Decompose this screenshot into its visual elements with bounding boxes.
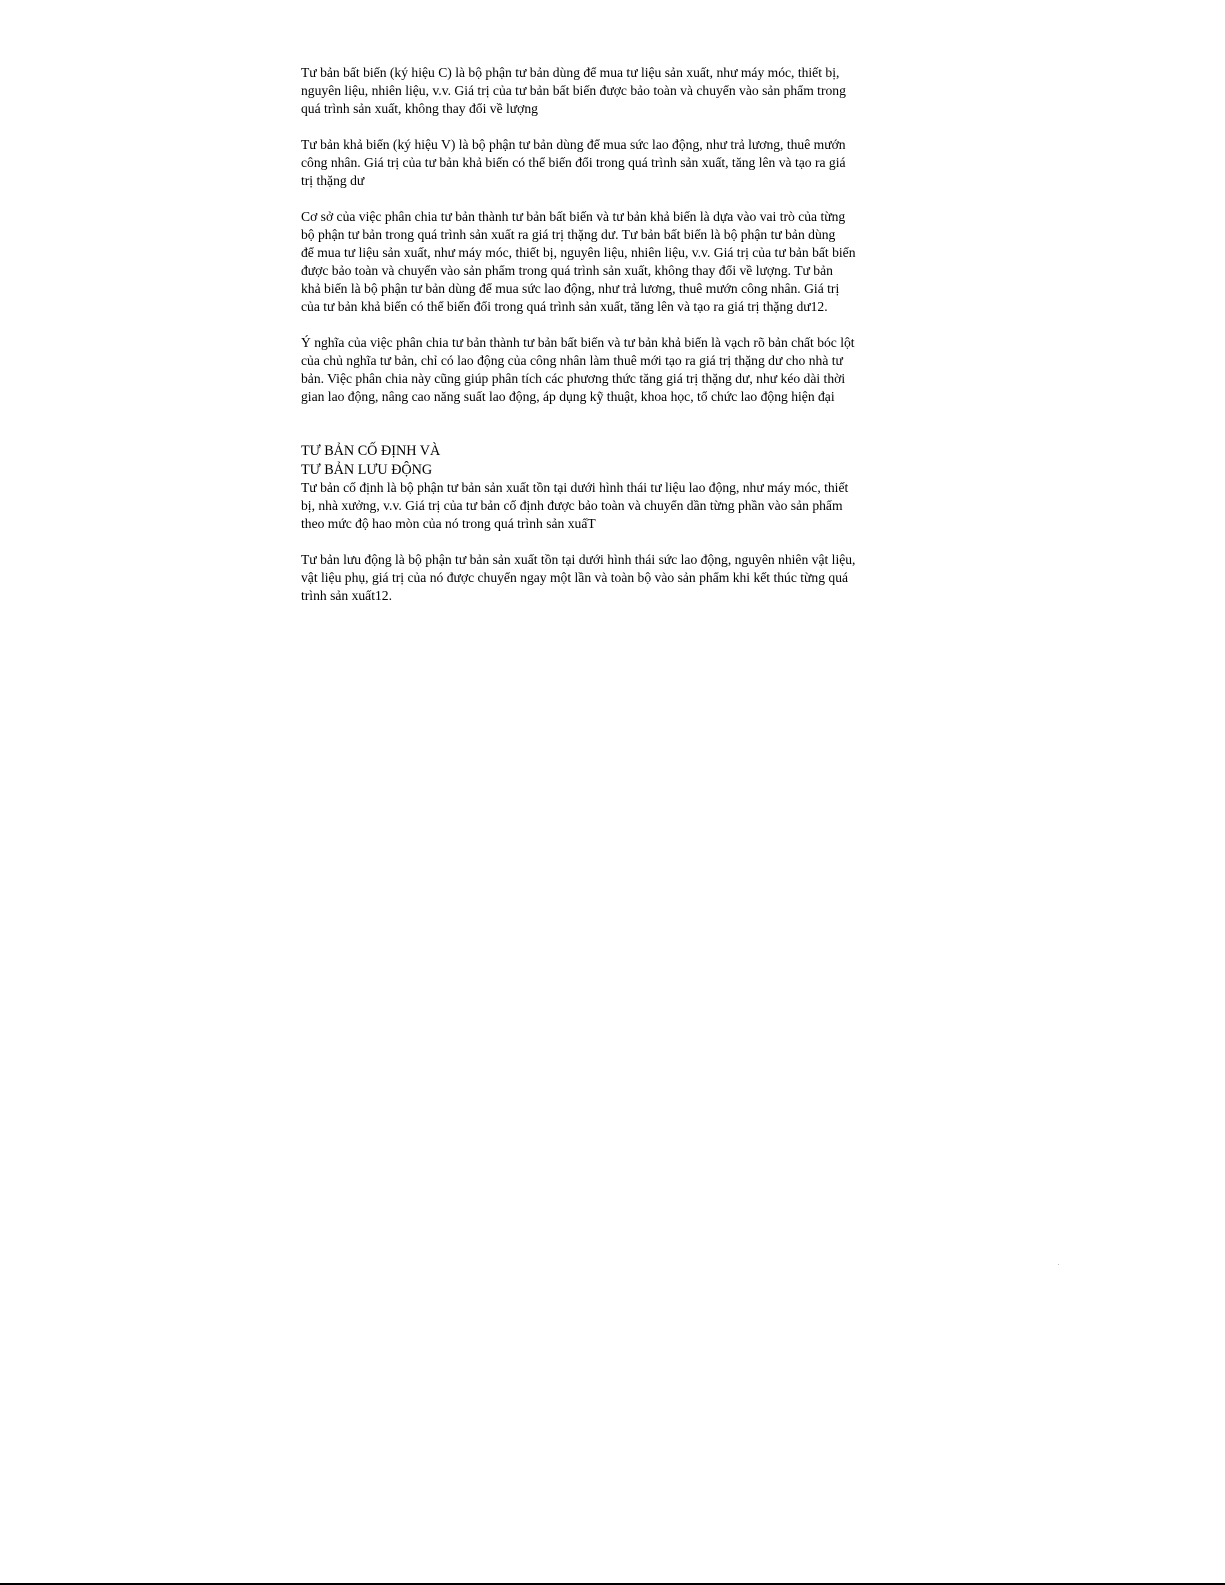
scan-speck [1058, 1264, 1059, 1265]
paragraph-significance: Ý nghĩa của việc phân chia tư bản thành tư bản bất biến và tư bản khả biến là vạch rõ bản chất bóc lột của chủ nghĩa tư bản, chỉ có lao động của công nhân làm thuê mới tạo ra giá trị thặng dư cho nhà tư bản. Việc phân chia này cũng giúp phân tích các phương thức tăng giá trị thặng dư, như kéo dài thời gian lao động, nâng cao năng suất lao động, áp dụng kỹ thuật, khoa học, tổ chức lao động hiện đại [301, 335, 855, 404]
document-body [301, 64, 916, 623]
paragraph-constant-capital: Tư bản bất biến (ký hiệu C) là bộ phận tư bản dùng để mua tư liệu sản xuất, như máy móc, thiết bị, nguyên liệu, nhiên liệu, v.v. Giá trị của tư bản bất biến được bảo toàn và chuyển vào sản phẩm trong quá trình sản xuất, không thay đổi về lượng [301, 65, 846, 116]
paragraph-fixed-capital: Tư bản cố định là bộ phận tư bản sản xuất tồn tại dưới hình thái tư liệu lao động, như máy móc, thiết bị, nhà xưởng, v.v. Giá trị của tư bản cố định được bảo toàn và chuyển dần từng phần vào sản phẩm theo mức độ hao mòn của nó trong quá trình sản xuấT [301, 480, 849, 531]
paragraph-circulating-capital: Tư bản lưu động là bộ phận tư bản sản xuất tồn tại dưới hình thái sức lao động, nguyên nhiên vật liệu, vật liệu phụ, giá trị của nó được chuyển ngay một lần và toàn bộ vào sản phẩm khi kết thúc từng quá trình sản xuất12. [301, 552, 856, 603]
paragraph-variable-capital: Tư bản khả biến (ký hiệu V) là bộ phận tư bản dùng để mua sức lao động, như trả lương, thuê mướn công nhân. Giá trị của tư bản khả biến có thể biến đổi trong quá trình sản xuất, tăng lên và tạo ra giá trị thặng dư [301, 137, 846, 188]
blank-line [301, 424, 916, 442]
section-heading: TƯ BẢN CỐ ĐỊNH VÀ TƯ BẢN LƯU ĐỘNG [301, 443, 441, 478]
paragraph-basis-of-division: Cơ sở của việc phân chia tư bản thành tư bản bất biến và tư bản khả biến là dựa vào vai trò của từng bộ phận tư bản trong quá trình sản xuất ra giá trị thặng dư. Tư bản bất biến là bộ phận tư bản dùng để mua tư liệu sản xuất, như máy móc, thiết bị, nguyên liệu, nhiên liệu, v.v. Giá trị của tư bản bất biến được bảo toàn và chuyển vào sản phẩm trong quá trình sản xuất, không thay đổi về lượng. Tư bản khả biến là bộ phận tư bản dùng để mua sức lao động, như trả lương, thuê mướn công nhân. Giá trị của tư bản khả biến có thể biến đổi trong quá trình sản xuất, tăng lên và tạo ra giá trị thặng dư12. [301, 209, 856, 314]
